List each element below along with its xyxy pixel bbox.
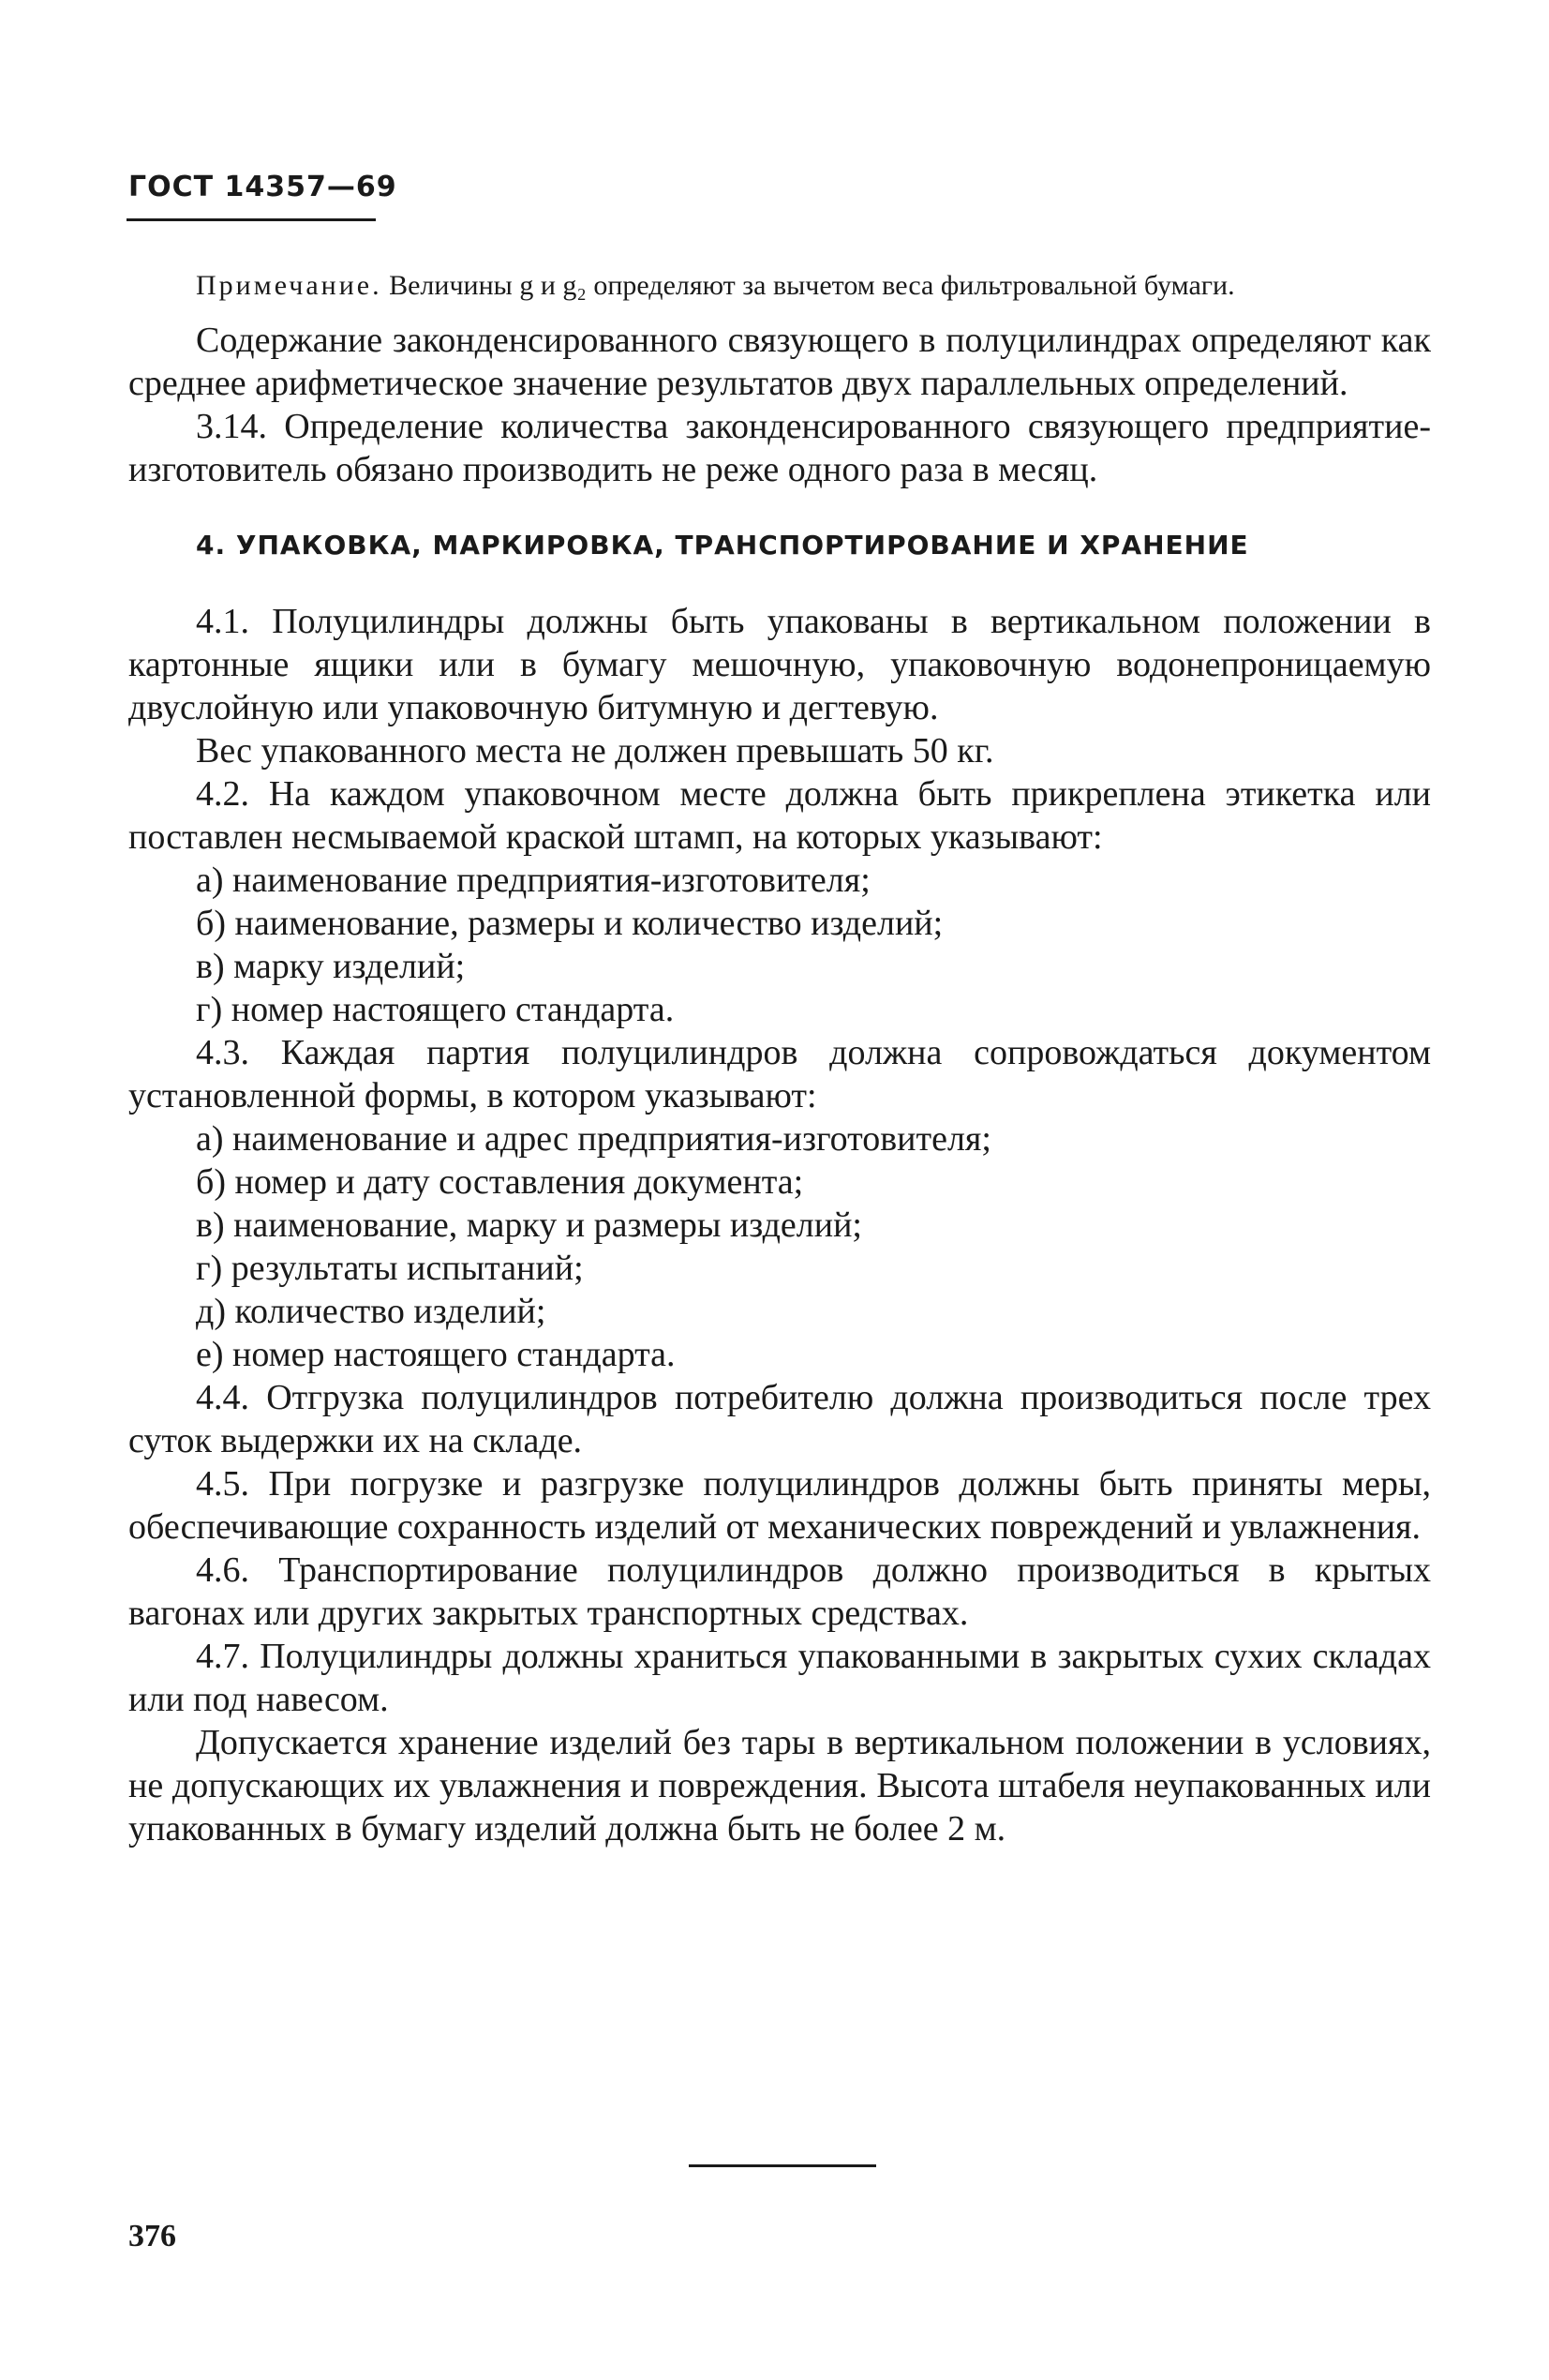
paragraph-4-7-storage: Допускается хранение изделий без тары в вертикальном положении в условиях, не допускающих их увлажнения и повреждения. Высота штабеля неупакованных или упакованных в бумагу изделий должна быть не более 2 м. — [128, 1723, 1431, 1849]
paragraph-4-1-weight: Вес упакованного места не должен превышать 50 кг. — [196, 731, 994, 771]
paragraph-3-14: 3.14. Определение количества законденсированного связующего предприятие-изготовитель обязано производить не реже одного раза в месяц. — [128, 407, 1431, 489]
paragraph-4-7: 4.7. Полуцилиндры должны храниться упакованными в закрытых сухих складах или под навесом. — [128, 1637, 1431, 1719]
note-paragraph — [128, 267, 1431, 304]
list-item: г) результаты испытаний; — [196, 1249, 584, 1288]
list-item: е) номер настоящего стандарта. — [196, 1335, 676, 1374]
page-number: 376 — [128, 2219, 176, 2253]
section-4-title: 4. УПАКОВКА, МАРКИРОВКА, ТРАНСПОРТИРОВАНИЕ И ХРАНЕНИЕ — [196, 530, 1249, 561]
paragraph-condensed-binder: Содержание законденсированного связующего в полуцилиндрах определяют как среднее арифметическое значение результатов двух параллельных определений. — [128, 321, 1431, 403]
document-body — [128, 267, 1431, 1850]
list-item: д) количество изделий; — [196, 1292, 546, 1331]
list-item: б) наименование, размеры и количество изделий; — [196, 904, 944, 943]
list-item: в) наименование, марку и размеры изделий; — [196, 1205, 862, 1245]
note-label: Примечание. — [196, 270, 382, 301]
paragraph-4-5: 4.5. При погрузке и разгрузке полуцилиндров должны быть приняты меры, обеспечивающие сохранность изделий от механических повреждений и увлажнения. — [128, 1464, 1431, 1547]
list-item: в) марку изделий; — [196, 947, 466, 986]
document-header: ГОСТ 14357—69 — [128, 171, 397, 203]
list-item: а) наименование и адрес предприятия-изготовителя; — [196, 1119, 991, 1159]
paragraph-4-6: 4.6. Транспортирование полуцилиндров должно производиться в крытых вагонах или других закрытых транспортных средствах. — [128, 1550, 1431, 1633]
list-item: г) номер настоящего стандарта. — [196, 990, 675, 1029]
header-underline — [127, 218, 376, 221]
note-text: Величины g и g₂ определяют за вычетом веса фильтровальной бумаги. — [381, 270, 1235, 301]
paragraph-4-3: 4.3. Каждая партия полуцилиндров должна сопровождаться документом установленной формы, в котором указывают: — [128, 1033, 1431, 1115]
list-item: а) наименование предприятия-изготовителя; — [196, 861, 871, 900]
paragraph-4-1: 4.1. Полуцилиндры должны быть упакованы в вертикальном положении в картонные ящики или в бумагу мешочную, упаковочную водонепроницаемую двуслойную или упаковочную битумную и дегтевую. — [128, 602, 1431, 727]
paragraph-4-2: 4.2. На каждом упаковочном месте должна быть прикреплена этикетка или поставлен несмываемой краской штамп, на которых указывают: — [128, 774, 1431, 857]
paragraph-4-4: 4.4. Отгрузка полуцилиндров потребителю должна производиться после трех суток выдержки их на складе. — [128, 1378, 1431, 1460]
list-item: б) номер и дату составления документа; — [196, 1162, 804, 1202]
end-divider — [689, 2164, 876, 2167]
